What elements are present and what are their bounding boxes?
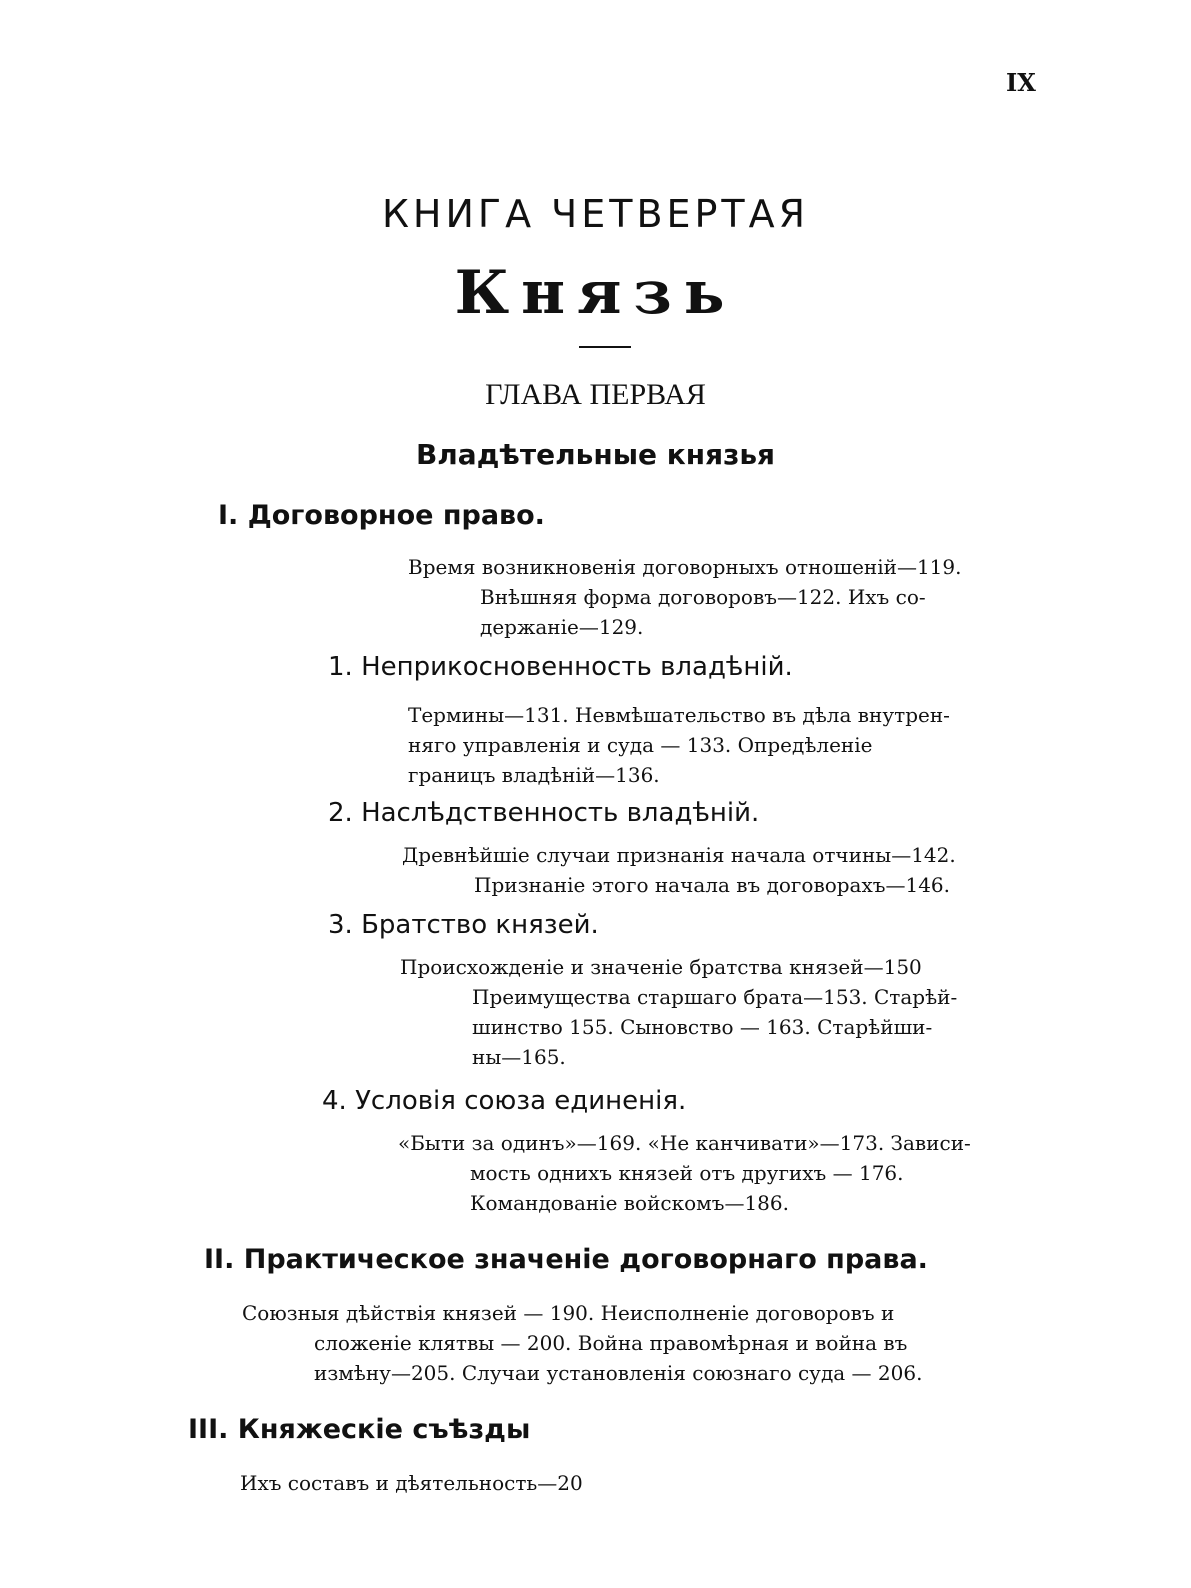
toc-line: «Быти за одинъ»—169. «Не канчивати»—173. Зависи- [398,1131,971,1155]
toc-line: Термины—131. Невмѣшательство въ дѣла внутрен- [408,703,950,727]
part-2-text [242,1298,922,1388]
book-heading: КНИГА ЧЕТВЕРТАЯ [381,192,810,236]
section-4-text [398,1128,971,1218]
toc-line: ны—165. [472,1045,566,1069]
toc-line: Союзныя дѣйствія князей — 190. Неисполненіе договоровъ и [242,1301,895,1325]
chapter-title: Владѣтельные князья [415,438,776,471]
chapter-heading: ГЛАВА ПЕРВАЯ [485,378,706,411]
toc-line: границъ владѣній—136. [408,763,660,787]
toc-line: Командованіе войскомъ—186. [470,1191,789,1215]
toc-line: Древнѣйшіе случаи признанія начала отчины—142. [402,843,956,867]
section-2-text [402,840,956,900]
toc-line: няго управленія и суда — 133. Опредѣленіе [408,733,873,757]
toc-line: Внѣшняя форма договоровъ—122. Ихъ со- [480,585,926,609]
part-1-intro [408,552,962,642]
section-3-text [400,952,957,1072]
page-number: IX [1006,68,1036,97]
toc-line: Происхожденіе и значеніе братства князей—150 [400,955,922,979]
part-3-title: III. Княжескіе съѣзды [188,1414,531,1445]
section-1-heading: 1. Неприкосновенность владѣній. [328,652,793,682]
section-4-heading: 4. Условія союза единенія. [322,1086,687,1116]
toc-line: шинство 155. Сыновство — 163. Старѣйши- [472,1015,933,1039]
toc-line: Преимущества старшаго брата—153. Старѣй- [472,985,958,1009]
toc-line: мость однихъ князей отъ другихъ — 176. [470,1161,904,1185]
section-1-text [408,700,950,790]
part-3-text [240,1468,583,1498]
toc-line: измѣну—205. Случаи установленія союзнаго суда — 206. [314,1361,923,1385]
section-2-heading: 2. Наслѣдственность владѣній. [328,798,760,828]
toc-line: Ихъ составъ и дѣятельность—20 [240,1471,583,1495]
book-title: Князь [454,258,737,328]
toc-line: Время возникновенія договорныхъ отношеній—119. [408,555,962,579]
toc-line: сложеніе клятвы — 200. Война правомѣрная и война въ [314,1331,908,1355]
part-2-title: II. Практическое значеніе договорнаго права. [204,1244,928,1275]
section-3-heading: 3. Братство князей. [328,910,599,940]
toc-line: Признаніе этого начала въ договорахъ—146. [474,873,951,897]
divider [579,346,631,348]
toc-line: держаніе—129. [480,615,644,639]
part-1-title: I. Договорное право. [218,500,545,531]
